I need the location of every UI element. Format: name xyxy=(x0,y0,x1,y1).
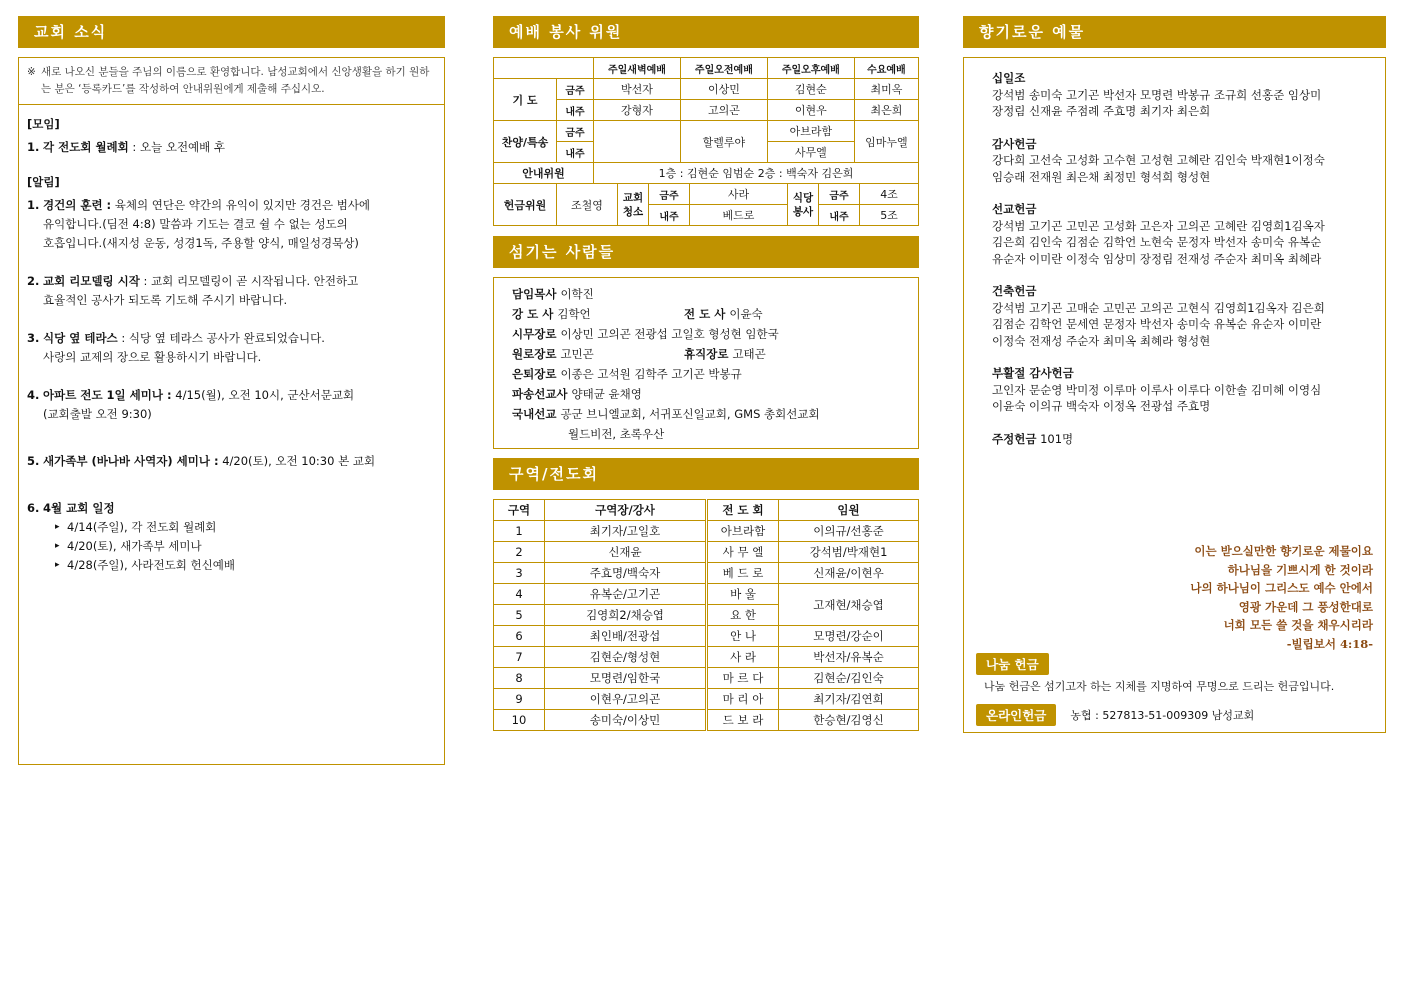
offering-name: 조철영 xyxy=(557,184,618,226)
district-col-header: 구역 xyxy=(494,500,545,521)
clean-next: 베드로 xyxy=(690,205,788,226)
district-cell: 바 울 xyxy=(707,584,779,605)
praise-wed-cell: 임마누엘 xyxy=(854,121,918,163)
notice-text: : 교회 리모델링이 곧 시작됩니다. 안전하고 xyxy=(139,274,359,288)
district-cell: 김현순/김인숙 xyxy=(779,668,919,689)
district-cell: 5 xyxy=(494,605,545,626)
staff-value: 이학진 xyxy=(560,287,594,301)
meeting-title: 각 전도회 월례회 xyxy=(43,140,129,154)
notice-item-5 xyxy=(27,452,436,471)
notice-num: 2. xyxy=(27,274,40,288)
prayer-cell: 강형자 xyxy=(594,100,681,121)
service-column xyxy=(493,16,919,731)
offering-group-title: 선교헌금 xyxy=(992,202,1037,216)
table-row xyxy=(494,689,919,710)
verse-line: 영광 가운데 그 풍성한대로 xyxy=(1238,599,1373,614)
bible-verse xyxy=(1190,542,1373,653)
district-cell: 최기자/김연희 xyxy=(779,689,919,710)
church-news-column xyxy=(18,16,445,765)
notice-text: 4/20(토), 오전 10:30 본 교회 xyxy=(218,454,376,468)
table-row xyxy=(494,521,919,542)
offering-column xyxy=(963,16,1386,733)
next-week-label: 내주 xyxy=(819,205,860,226)
offering-list xyxy=(964,58,1385,459)
staff-key: 은퇴장로 xyxy=(512,367,557,381)
district-cell: 10 xyxy=(494,710,545,731)
meeting-item xyxy=(27,138,436,157)
table-row xyxy=(494,626,919,647)
notice-title: 식당 옆 테라스 xyxy=(43,331,118,345)
offering-group-easter xyxy=(992,365,1357,415)
table-row xyxy=(494,710,919,731)
district-cell: 베 드 로 xyxy=(707,563,779,584)
clean-label: 교회청소 xyxy=(618,184,649,226)
notice-num: 4. xyxy=(27,388,40,402)
district-cell: 9 xyxy=(494,689,545,710)
district-cell: 모명련/임한국 xyxy=(545,668,707,689)
offering-group-mission xyxy=(992,201,1357,267)
district-header: 구역/전도회 xyxy=(493,458,919,490)
verse-line: 너희 모든 쓸 것을 채우시리라 xyxy=(1223,618,1373,632)
prayer-cell: 이상민 xyxy=(680,79,767,100)
offering-names: 이윤숙 이의규 백숙자 이정옥 전광섭 주효명 xyxy=(992,399,1211,413)
district-cell: 신재윤 xyxy=(545,542,707,563)
district-cell: 신재윤/이현우 xyxy=(779,563,919,584)
district-cell: 주효명/백숙자 xyxy=(545,563,707,584)
praise-label: 찬양/특송 xyxy=(494,121,557,163)
offering-names: 김점순 김학언 문세연 문정자 박선자 송미숙 유복순 유순자 이미란 xyxy=(992,317,1322,331)
notice-text: 육체의 연단은 약간의 유익이 있지만 경건은 범사에 xyxy=(111,198,371,212)
notice-item-1 xyxy=(27,196,436,253)
offering-group-title: 십일조 xyxy=(992,71,1026,85)
church-news-box xyxy=(18,57,445,765)
offering-names: 이정숙 전재성 주순자 최미옥 최혜라 형성현 xyxy=(992,333,1211,348)
service-header: 예배 봉사 위원 xyxy=(493,16,919,48)
clean-this: 사라 xyxy=(690,184,788,205)
notice-item-4 xyxy=(27,386,436,424)
staff-header: 섬기는 사람들 xyxy=(493,236,919,268)
table-row xyxy=(494,647,919,668)
service-col: 수요예배 xyxy=(854,58,918,79)
staff-key: 담임목사 xyxy=(512,287,557,301)
offering-group-building xyxy=(992,283,1357,349)
district-cell: 김영희2/채승엽 xyxy=(545,605,707,626)
usher-label: 안내위원 xyxy=(494,163,594,184)
notice-text: : 식당 옆 테라스 공사가 완료되었습니다. xyxy=(117,331,325,345)
schedule-item: ▸ 4/20(토), 새가족부 세미나 xyxy=(55,537,436,556)
district-cell: 7 xyxy=(494,647,545,668)
next-week-label: 내주 xyxy=(649,205,690,226)
table-row xyxy=(494,542,919,563)
notice-text: 4/15(월), 오전 10시, 군산서문교회 xyxy=(171,388,355,402)
april-schedule-list xyxy=(27,518,436,575)
notice-title: 아파트 전도 1일 세미나 : xyxy=(43,388,172,402)
offering-names: 김은희 김인숙 김점순 김학언 노현숙 문정자 박선자 송미숙 유복순 xyxy=(992,235,1322,249)
district-cell: 김현순/형성현 xyxy=(545,647,707,668)
prayer-cell: 박선자 xyxy=(594,79,681,100)
district-col-header: 구역장/강사 xyxy=(545,500,707,521)
offering-names: 강다희 고선숙 고성화 고수현 고성현 고혜란 김인숙 박재현1이정숙 xyxy=(992,153,1325,167)
share-offering xyxy=(976,653,1049,675)
online-offering-text: 농협 : 527813-51-009309 남성교회 xyxy=(1070,709,1255,722)
district-cell: 박선자/유복순 xyxy=(779,647,919,668)
staff-key: 강 도 사 xyxy=(512,307,554,321)
kitchen-label: 식당봉사 xyxy=(788,184,819,226)
this-week-label: 금주 xyxy=(819,184,860,205)
schedule-item: ▸ 4/28(주일), 사라전도회 헌신예배 xyxy=(55,556,436,575)
notice-cont: (교회출발 오전 9:30) xyxy=(43,407,152,421)
offering-header: 향기로운 예물 xyxy=(963,16,1386,48)
table-row xyxy=(494,584,919,605)
offering-table xyxy=(493,183,919,226)
next-week-label: 내주 xyxy=(557,100,594,121)
district-cell: 1 xyxy=(494,521,545,542)
notice-num: 1. xyxy=(27,198,40,212)
online-offering xyxy=(976,704,1254,726)
district-cell: 안 나 xyxy=(707,626,779,647)
prayer-cell: 고의곤 xyxy=(680,100,767,121)
news-body xyxy=(19,105,444,585)
district-cell: 고재현/채승엽 xyxy=(779,584,919,626)
district-col-header: 임원 xyxy=(779,500,919,521)
verse-line: 하나님을 기쁘시게 한 것이라 xyxy=(1227,562,1373,577)
usher-cell: 1층 : 김현순 임범순 2층 : 백숙자 김은희 xyxy=(594,163,919,184)
district-cell: 모명련/강순이 xyxy=(779,626,919,647)
staff-value: 양태균 윤채영 xyxy=(571,387,642,401)
notice-mark: ※ xyxy=(27,66,36,78)
notice-title: 경건의 훈련 : xyxy=(43,198,112,212)
prayer-cell: 최미옥 xyxy=(854,79,918,100)
staff-value: 고민곤 xyxy=(560,347,594,361)
district-table xyxy=(493,499,919,731)
service-col: 주일오전예배 xyxy=(680,58,767,79)
offering-group-title: 부활절 감사헌금 xyxy=(992,366,1074,380)
offering-group-thanks xyxy=(992,136,1357,186)
this-week-label: 금주 xyxy=(649,184,690,205)
staff-key: 원로장로 xyxy=(512,347,557,361)
staff-key: 전 도 사 xyxy=(684,307,726,321)
verse-line: 나의 하나님이 그리스도 예수 안에서 xyxy=(1190,581,1373,595)
church-news-header: 교회 소식 xyxy=(18,16,445,48)
verse-line: 이는 받으실만한 향기로운 제물이요 xyxy=(1194,544,1373,558)
online-offering-tag: 온라인헌금 xyxy=(976,704,1056,726)
welcome-notice xyxy=(19,58,444,105)
prayer-cell: 김현순 xyxy=(767,79,854,100)
offering-names: 강석범 고기곤 고민곤 고성화 고은자 고의곤 고혜란 김영희1김옥자 xyxy=(992,218,1325,233)
notice-num: 3. xyxy=(27,331,40,345)
verse-line: -빌립보서 4:18- xyxy=(1286,636,1373,651)
district-cell: 8 xyxy=(494,668,545,689)
staff-key: 시무장로 xyxy=(512,327,557,341)
district-cell: 송미숙/이상민 xyxy=(545,710,707,731)
staff-value: 공군 브니엘교회, 서귀포신일교회, GMS 총회선교회 xyxy=(560,407,820,421)
district-cell: 2 xyxy=(494,542,545,563)
table-row xyxy=(494,563,919,584)
district-cell: 유복순/고기곤 xyxy=(545,584,707,605)
meeting-num: 1. xyxy=(27,140,40,154)
schedule-item: ▸ 4/14(주일), 각 전도회 월례회 xyxy=(55,518,436,537)
praise-dawn-cell xyxy=(594,121,681,163)
staff-key: 파송선교사 xyxy=(512,387,568,401)
notice-num: 5. xyxy=(27,454,40,468)
district-col-header: 전 도 회 xyxy=(707,500,779,521)
weekly-offering xyxy=(992,431,1357,448)
weekly-offering-value: 101명 xyxy=(1040,431,1074,446)
district-cell: 한승현/김영신 xyxy=(779,710,919,731)
prayer-label: 기 도 xyxy=(494,79,557,121)
prayer-cell: 이현우 xyxy=(767,100,854,121)
offering-label: 헌금위원 xyxy=(494,184,557,226)
staff-key: 국내선교 xyxy=(512,407,557,421)
notice-cont: 사랑의 교제의 장으로 활용하시기 바랍니다. xyxy=(43,350,262,364)
district-cell: 최기자/고일호 xyxy=(545,521,707,542)
staff-value: 이윤숙 xyxy=(729,307,763,321)
district-cell: 3 xyxy=(494,563,545,584)
notice-num: 6. xyxy=(27,501,40,515)
staff-value: 월드비전, 초록우산 xyxy=(568,427,665,441)
offering-group-title: 감사헌금 xyxy=(992,136,1037,151)
offering-names: 강석범 송미숙 고기곤 박선자 모명련 박봉규 조규희 선홍준 임상미 xyxy=(992,87,1322,102)
district-cell: 마 리 아 xyxy=(707,689,779,710)
staff-value: 고태곤 xyxy=(732,347,766,361)
district-cell: 요 한 xyxy=(707,605,779,626)
staff-value: 이상민 고의곤 전광섭 고일호 형성현 임한국 xyxy=(560,327,779,341)
offering-names: 고인자 문순영 박미정 이루마 이루사 이루다 이한솔 김미혜 이영심 xyxy=(992,382,1322,397)
meeting-section-title: [모임] xyxy=(27,117,60,131)
notice-cont: 효율적인 공사가 되도록 기도해 주시기 바랍니다. xyxy=(43,293,288,307)
offering-names: 유순자 이미란 이정숙 임상미 장정림 전재성 주순자 최미옥 최혜라 xyxy=(992,251,1322,266)
service-col: 주일오후예배 xyxy=(767,58,854,79)
offering-names: 임승래 전재원 최은채 최정민 형석희 형성현 xyxy=(992,169,1211,184)
staff-box xyxy=(493,277,919,449)
weekly-offering-title: 주정헌금 xyxy=(992,431,1037,446)
service-table xyxy=(493,57,919,184)
staff-value: 김학언 xyxy=(557,307,591,321)
staff-key: 휴직장로 xyxy=(684,347,729,361)
welcome-notice-text: 새로 나오신 분들을 주님의 이름으로 환영합니다. 남성교회에서 신앙생활을 하기 원하는 분은 ‘등록카드’를 작성하여 안내위원에게 제출해 주십시오. xyxy=(41,66,430,95)
offering-group-title: 건축헌금 xyxy=(992,284,1037,298)
offering-group-tithe xyxy=(992,70,1357,120)
offering-names: 강석범 고기곤 고매순 고민곤 고의곤 고현식 김영희1김옥자 김은희 xyxy=(992,300,1325,315)
kitchen-next: 5조 xyxy=(860,205,919,226)
next-week-label: 내주 xyxy=(557,142,594,163)
notice-item-6 xyxy=(27,499,436,575)
notice-title: 4월 교회 일정 xyxy=(43,501,115,515)
kitchen-this: 4조 xyxy=(860,184,919,205)
share-offering-text: 나눔 헌금은 섬기고자 하는 지체를 지명하여 무명으로 드리는 헌금입니다. xyxy=(984,680,1335,693)
table-row xyxy=(494,668,919,689)
district-cell: 아브라함 xyxy=(707,521,779,542)
praise-afternoon-cell: 사무엘 xyxy=(767,142,854,163)
meeting-text: : 오늘 오전예배 후 xyxy=(128,140,226,154)
praise-morning-cell: 할렐루야 xyxy=(680,121,767,163)
district-cell: 사 무 엘 xyxy=(707,542,779,563)
notice-item-3 xyxy=(27,329,436,367)
this-week-label: 금주 xyxy=(557,79,594,100)
notice-title: 새가족부 (바나바 사역자) 세미나 : xyxy=(43,454,219,468)
district-cell: 4 xyxy=(494,584,545,605)
district-cell: 최인배/전광섭 xyxy=(545,626,707,647)
offering-box xyxy=(963,57,1386,733)
notice-cont: 유익합니다.(딤전 4:8) 말씀과 기도는 결코 쉴 수 없는 성도의 xyxy=(43,217,348,231)
praise-afternoon-cell: 아브라함 xyxy=(767,121,854,142)
district-cell: 이의규/선홍준 xyxy=(779,521,919,542)
notice-title: 교회 리모델링 시작 xyxy=(43,274,140,288)
district-cell: 6 xyxy=(494,626,545,647)
share-offering-tag: 나눔 헌금 xyxy=(976,653,1049,675)
prayer-cell: 최은희 xyxy=(854,100,918,121)
district-cell: 이현우/고의곤 xyxy=(545,689,707,710)
district-cell: 강석범/박재현1 xyxy=(779,542,919,563)
district-cell: 드 보 라 xyxy=(707,710,779,731)
notice-section-title: [알림] xyxy=(27,175,60,189)
notice-item-2 xyxy=(27,272,436,310)
this-week-label: 금주 xyxy=(557,121,594,142)
district-cell: 사 라 xyxy=(707,647,779,668)
notice-cont: 호흡입니다.(새지성 운동, 성경1독, 주용할 양식, 매일성경묵상) xyxy=(43,236,359,250)
service-col: 주일새벽예배 xyxy=(594,58,681,79)
offering-names: 장정림 신재윤 주점례 주효명 최기자 최은희 xyxy=(992,104,1211,118)
district-cell: 마 르 다 xyxy=(707,668,779,689)
staff-value: 이종은 고석원 김학주 고기곤 박봉규 xyxy=(560,367,742,381)
